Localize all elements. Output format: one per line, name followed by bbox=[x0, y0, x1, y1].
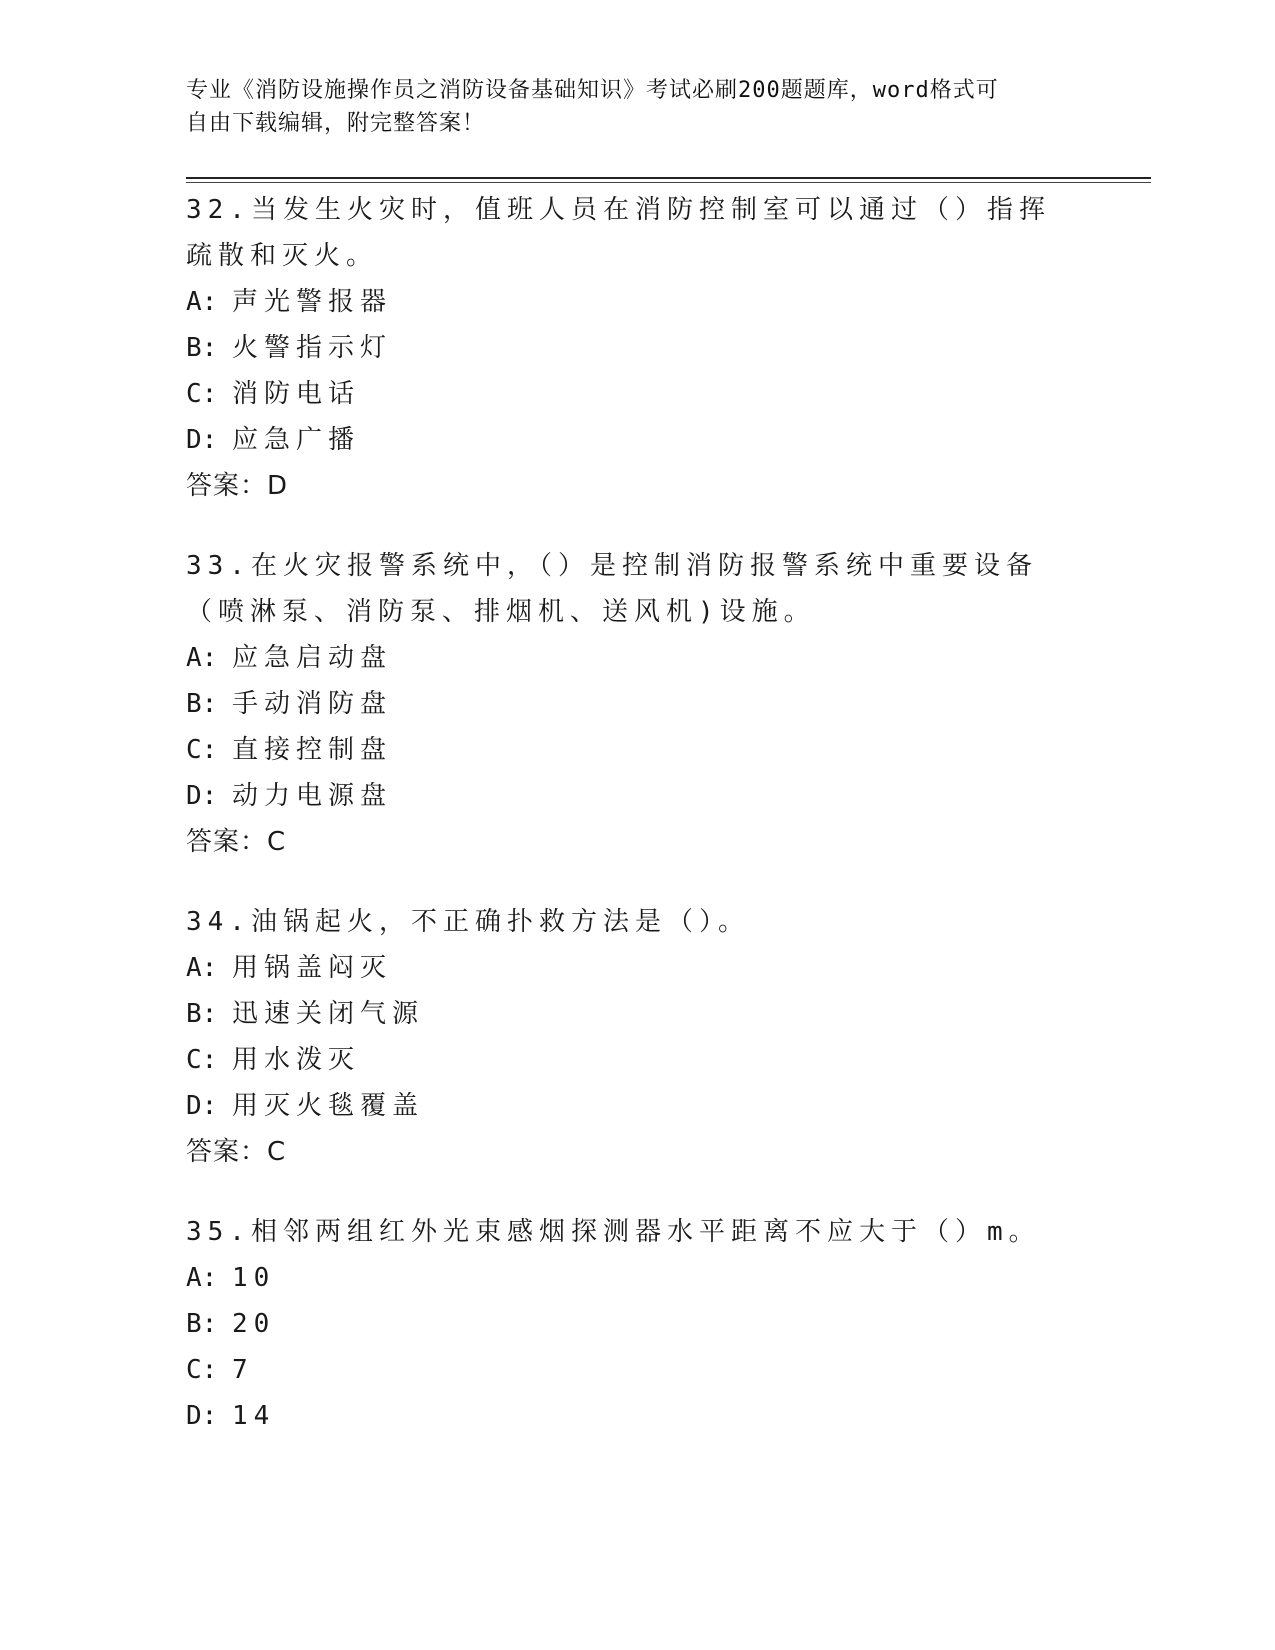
header-divider-thin bbox=[186, 182, 1151, 183]
option-key: C: bbox=[186, 735, 218, 765]
document-header bbox=[186, 74, 1066, 140]
option-key: A: bbox=[186, 953, 218, 983]
option-text: 用锅盖闷灭 bbox=[232, 953, 393, 983]
option-key: A: bbox=[186, 643, 218, 673]
question-stem: 33.在火灾报警系统中，（）是控制消防报警系统中重要设备（喷淋泵、消防泵、排烟机、送风机)设施。 bbox=[186, 551, 1038, 627]
option-key: C: bbox=[186, 1355, 218, 1385]
header-divider-thick bbox=[186, 177, 1151, 179]
option-text: 手动消防盘 bbox=[232, 689, 393, 719]
option-text: 20 bbox=[232, 1309, 276, 1339]
option-key: A: bbox=[186, 287, 218, 317]
option-key: C: bbox=[186, 1045, 218, 1075]
option-b bbox=[186, 681, 1066, 727]
option-key: D: bbox=[186, 1091, 218, 1121]
option-a bbox=[186, 279, 1066, 325]
header-title-line-1: 专业《消防设施操作员之消防设备基础知识》考试必刷200题题库，word格式可 bbox=[186, 78, 999, 103]
option-text: 用水泼灭 bbox=[232, 1045, 361, 1075]
option-a bbox=[186, 635, 1066, 681]
option-text: 火警指示灯 bbox=[232, 333, 393, 363]
option-text: 应急启动盘 bbox=[232, 643, 393, 673]
option-key: B: bbox=[186, 1309, 218, 1339]
option-key: C: bbox=[186, 379, 218, 409]
option-text: 应急广播 bbox=[232, 425, 361, 455]
option-d bbox=[186, 1083, 1066, 1129]
option-a bbox=[186, 945, 1066, 991]
option-key: D: bbox=[186, 1401, 218, 1431]
option-text: 动力电源盘 bbox=[232, 781, 393, 811]
option-b bbox=[186, 325, 1066, 371]
option-a bbox=[186, 1255, 1066, 1301]
option-b bbox=[186, 1301, 1066, 1347]
option-d bbox=[186, 773, 1066, 819]
option-text: 7 bbox=[232, 1355, 254, 1385]
question-34 bbox=[186, 899, 1066, 1175]
option-c bbox=[186, 1037, 1066, 1083]
option-text: 直接控制盘 bbox=[232, 735, 393, 765]
question-33 bbox=[186, 543, 1066, 865]
option-key: D: bbox=[186, 781, 218, 811]
option-key: B: bbox=[186, 333, 218, 363]
option-text: 消防电话 bbox=[232, 379, 361, 409]
question-list bbox=[186, 187, 1066, 1473]
question-35 bbox=[186, 1209, 1066, 1439]
option-key: B: bbox=[186, 999, 218, 1029]
option-c bbox=[186, 727, 1066, 773]
option-key: B: bbox=[186, 689, 218, 719]
option-b bbox=[186, 991, 1066, 1037]
answer-line: 答案：D bbox=[186, 471, 289, 501]
question-stem: 32.当发生火灾时，值班人员在消防控制室可以通过（）指挥疏散和灭火。 bbox=[186, 195, 1051, 271]
option-c bbox=[186, 1347, 1066, 1393]
option-text: 迅速关闭气源 bbox=[232, 999, 425, 1029]
option-text: 声光警报器 bbox=[232, 287, 393, 317]
answer-line: 答案：C bbox=[186, 827, 287, 857]
question-32 bbox=[186, 187, 1066, 509]
question-stem: 35.相邻两组红外光束感烟探测器水平距离不应大于（）m。 bbox=[186, 1217, 1041, 1247]
option-text: 10 bbox=[232, 1263, 276, 1293]
option-c bbox=[186, 371, 1066, 417]
option-text: 用灭火毯覆盖 bbox=[232, 1091, 425, 1121]
question-stem: 34.油锅起火，不正确扑救方法是（）。 bbox=[186, 907, 750, 937]
header-title-line-2: 自由下载编辑，附完整答案！ bbox=[186, 111, 486, 136]
answer-line: 答案：C bbox=[186, 1137, 287, 1167]
option-key: A: bbox=[186, 1263, 218, 1293]
option-text: 14 bbox=[232, 1401, 276, 1431]
option-key: D: bbox=[186, 425, 218, 455]
option-d bbox=[186, 417, 1066, 463]
option-d bbox=[186, 1393, 1066, 1439]
